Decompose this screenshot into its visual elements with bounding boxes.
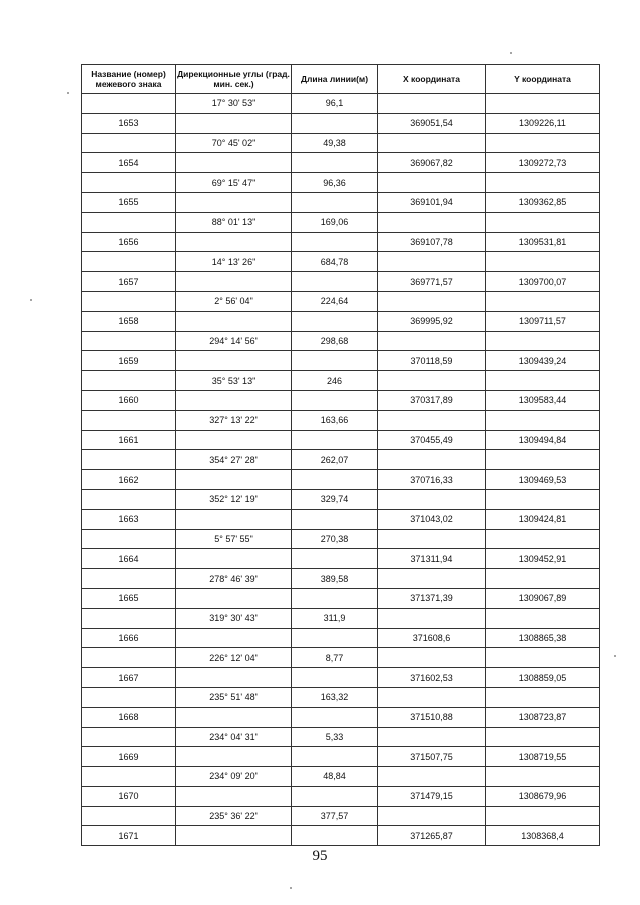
cell-directional-angle: 278° 46' 39" xyxy=(176,569,292,589)
cell-line-length: 377,57 xyxy=(292,806,378,826)
cell-directional-angle xyxy=(176,272,292,292)
cell-line-length: 96,36 xyxy=(292,173,378,193)
table-row xyxy=(82,549,600,569)
cell-directional-angle xyxy=(176,588,292,608)
cell-mark-name: 1661 xyxy=(82,430,176,450)
cell-mark-name: 1660 xyxy=(82,390,176,410)
cell-mark-name xyxy=(82,569,176,589)
cell-y-coordinate xyxy=(486,410,600,430)
cell-y-coordinate: 1309226,11 xyxy=(486,113,600,133)
cell-y-coordinate xyxy=(486,806,600,826)
cell-mark-name xyxy=(82,410,176,430)
cell-directional-angle xyxy=(176,826,292,846)
cell-line-length xyxy=(292,786,378,806)
cell-mark-name xyxy=(82,252,176,272)
cell-x-coordinate: 371371,39 xyxy=(378,588,486,608)
cell-directional-angle xyxy=(176,786,292,806)
table-row xyxy=(82,272,600,292)
cell-mark-name: 1666 xyxy=(82,628,176,648)
cell-line-length: 96,1 xyxy=(292,94,378,114)
cell-line-length: 246 xyxy=(292,371,378,391)
cell-x-coordinate xyxy=(378,252,486,272)
cell-mark-name xyxy=(82,371,176,391)
cell-directional-angle: 2° 56' 04" xyxy=(176,291,292,311)
cell-line-length xyxy=(292,470,378,490)
cell-x-coordinate xyxy=(378,489,486,509)
cell-x-coordinate: 369771,57 xyxy=(378,272,486,292)
cell-directional-angle: 17° 30' 53" xyxy=(176,94,292,114)
table-row xyxy=(82,529,600,549)
cell-x-coordinate: 371311,94 xyxy=(378,549,486,569)
cell-y-coordinate: 1308719,55 xyxy=(486,747,600,767)
cell-y-coordinate: 1309452,91 xyxy=(486,549,600,569)
cell-y-coordinate: 1309067,89 xyxy=(486,588,600,608)
table-row xyxy=(82,786,600,806)
cell-mark-name xyxy=(82,489,176,509)
table-row xyxy=(82,588,600,608)
cell-directional-angle: 69° 15' 47" xyxy=(176,173,292,193)
cell-mark-name: 1659 xyxy=(82,351,176,371)
cell-directional-angle xyxy=(176,747,292,767)
cell-line-length: 169,06 xyxy=(292,212,378,232)
cell-line-length: 311,9 xyxy=(292,608,378,628)
cell-directional-angle: 235° 36' 22" xyxy=(176,806,292,826)
cell-x-coordinate xyxy=(378,371,486,391)
cell-line-length: 262,07 xyxy=(292,450,378,470)
cell-directional-angle xyxy=(176,311,292,331)
cell-directional-angle: 5° 57' 55" xyxy=(176,529,292,549)
cell-line-length xyxy=(292,153,378,173)
cell-x-coordinate xyxy=(378,569,486,589)
cell-directional-angle: 70° 45' 02" xyxy=(176,133,292,153)
cell-mark-name: 1671 xyxy=(82,826,176,846)
page-number: 95 xyxy=(312,848,328,864)
cell-directional-angle: 327° 13' 22" xyxy=(176,410,292,430)
cell-mark-name xyxy=(82,291,176,311)
cell-mark-name: 1670 xyxy=(82,786,176,806)
cell-line-length xyxy=(292,707,378,727)
cell-directional-angle xyxy=(176,390,292,410)
cell-directional-angle xyxy=(176,153,292,173)
cell-directional-angle xyxy=(176,470,292,490)
cell-x-coordinate: 370455,49 xyxy=(378,430,486,450)
cell-mark-name xyxy=(82,450,176,470)
table-row xyxy=(82,212,600,232)
cell-directional-angle xyxy=(176,509,292,529)
cell-y-coordinate: 1308865,38 xyxy=(486,628,600,648)
cell-line-length: 163,66 xyxy=(292,410,378,430)
table-row xyxy=(82,648,600,668)
cell-mark-name: 1667 xyxy=(82,668,176,688)
cell-directional-angle xyxy=(176,192,292,212)
table-row xyxy=(82,747,600,767)
cell-x-coordinate: 371507,75 xyxy=(378,747,486,767)
cell-x-coordinate: 371510,88 xyxy=(378,707,486,727)
cell-directional-angle xyxy=(176,232,292,252)
cell-directional-angle: 14° 13' 26" xyxy=(176,252,292,272)
cell-mark-name xyxy=(82,608,176,628)
cell-line-length xyxy=(292,509,378,529)
table-body xyxy=(82,94,600,846)
cell-line-length xyxy=(292,351,378,371)
cell-y-coordinate xyxy=(486,212,600,232)
cell-line-length xyxy=(292,430,378,450)
table-row xyxy=(82,153,600,173)
cell-y-coordinate xyxy=(486,94,600,114)
cell-line-length: 5,33 xyxy=(292,727,378,747)
cell-x-coordinate xyxy=(378,331,486,351)
cell-x-coordinate: 370317,89 xyxy=(378,390,486,410)
cell-x-coordinate xyxy=(378,806,486,826)
cell-mark-name: 1658 xyxy=(82,311,176,331)
cell-x-coordinate xyxy=(378,767,486,787)
cell-y-coordinate: 1308679,96 xyxy=(486,786,600,806)
column-header-y-coordinate: Y координата xyxy=(486,65,600,94)
cell-x-coordinate: 371608,6 xyxy=(378,628,486,648)
cell-directional-angle: 294° 14' 56" xyxy=(176,331,292,351)
cell-y-coordinate xyxy=(486,529,600,549)
cell-directional-angle xyxy=(176,707,292,727)
table-row xyxy=(82,113,600,133)
scan-speck xyxy=(290,887,292,889)
table-row xyxy=(82,727,600,747)
cell-mark-name xyxy=(82,806,176,826)
cell-directional-angle: 235° 51' 48" xyxy=(176,687,292,707)
cell-y-coordinate: 1309583,44 xyxy=(486,390,600,410)
cell-y-coordinate: 1309439,24 xyxy=(486,351,600,371)
cell-y-coordinate: 1309424,81 xyxy=(486,509,600,529)
cell-x-coordinate: 371043,02 xyxy=(378,509,486,529)
table-header xyxy=(82,65,600,94)
cell-mark-name xyxy=(82,687,176,707)
table-row xyxy=(82,133,600,153)
cell-y-coordinate xyxy=(486,331,600,351)
cell-line-length: 329,74 xyxy=(292,489,378,509)
cell-line-length: 163,32 xyxy=(292,687,378,707)
cell-line-length xyxy=(292,747,378,767)
cell-line-length: 49,38 xyxy=(292,133,378,153)
table-row xyxy=(82,192,600,212)
cell-line-length: 8,77 xyxy=(292,648,378,668)
cell-mark-name: 1665 xyxy=(82,588,176,608)
cell-mark-name: 1656 xyxy=(82,232,176,252)
cell-line-length: 48,84 xyxy=(292,767,378,787)
table-row xyxy=(82,628,600,648)
cell-mark-name xyxy=(82,94,176,114)
cell-y-coordinate: 1309494,84 xyxy=(486,430,600,450)
cell-line-length: 684,78 xyxy=(292,252,378,272)
cell-line-length xyxy=(292,668,378,688)
scan-speck xyxy=(67,92,69,94)
cell-x-coordinate: 370118,59 xyxy=(378,351,486,371)
cell-y-coordinate xyxy=(486,608,600,628)
cell-y-coordinate xyxy=(486,569,600,589)
cell-y-coordinate: 1309362,85 xyxy=(486,192,600,212)
cell-y-coordinate: 1308723,87 xyxy=(486,707,600,727)
table-row xyxy=(82,767,600,787)
table-row xyxy=(82,291,600,311)
cell-y-coordinate: 1309272,73 xyxy=(486,153,600,173)
cell-directional-angle: 234° 09' 20" xyxy=(176,767,292,787)
cell-line-length xyxy=(292,826,378,846)
cell-mark-name: 1668 xyxy=(82,707,176,727)
cell-directional-angle: 35° 53' 13" xyxy=(176,371,292,391)
cell-line-length: 389,58 xyxy=(292,569,378,589)
cell-directional-angle: 319° 30' 43" xyxy=(176,608,292,628)
cell-mark-name xyxy=(82,648,176,668)
table-row xyxy=(82,430,600,450)
cell-mark-name: 1655 xyxy=(82,192,176,212)
cell-y-coordinate: 1308368,4 xyxy=(486,826,600,846)
cell-x-coordinate: 369101,94 xyxy=(378,192,486,212)
table-row xyxy=(82,489,600,509)
cell-directional-angle xyxy=(176,430,292,450)
cell-x-coordinate xyxy=(378,608,486,628)
cell-line-length xyxy=(292,390,378,410)
cell-x-coordinate xyxy=(378,529,486,549)
cell-y-coordinate xyxy=(486,291,600,311)
cell-x-coordinate xyxy=(378,727,486,747)
cell-y-coordinate xyxy=(486,648,600,668)
table-row xyxy=(82,470,600,490)
cell-x-coordinate xyxy=(378,94,486,114)
cell-line-length xyxy=(292,272,378,292)
boundary-marks-table xyxy=(81,64,600,846)
cell-y-coordinate: 1309700,07 xyxy=(486,272,600,292)
cell-line-length: 224,64 xyxy=(292,291,378,311)
cell-mark-name xyxy=(82,173,176,193)
cell-x-coordinate: 371479,15 xyxy=(378,786,486,806)
table-row xyxy=(82,806,600,826)
scan-speck xyxy=(510,52,512,54)
table-row xyxy=(82,509,600,529)
cell-line-length xyxy=(292,113,378,133)
cell-mark-name: 1664 xyxy=(82,549,176,569)
cell-y-coordinate xyxy=(486,173,600,193)
table-row xyxy=(82,331,600,351)
cell-x-coordinate: 369107,78 xyxy=(378,232,486,252)
cell-mark-name: 1662 xyxy=(82,470,176,490)
table-row xyxy=(82,371,600,391)
cell-mark-name: 1663 xyxy=(82,509,176,529)
table-row xyxy=(82,687,600,707)
cell-x-coordinate: 369051,54 xyxy=(378,113,486,133)
scan-speck xyxy=(614,655,616,657)
scan-speck xyxy=(30,299,32,301)
cell-line-length xyxy=(292,549,378,569)
table-row xyxy=(82,826,600,846)
cell-directional-angle: 226° 12' 04" xyxy=(176,648,292,668)
cell-y-coordinate xyxy=(486,133,600,153)
table-row xyxy=(82,311,600,331)
table-row xyxy=(82,94,600,114)
table-row xyxy=(82,569,600,589)
cell-x-coordinate xyxy=(378,410,486,430)
table-row xyxy=(82,707,600,727)
cell-y-coordinate xyxy=(486,489,600,509)
cell-directional-angle xyxy=(176,628,292,648)
cell-x-coordinate: 370716,33 xyxy=(378,470,486,490)
table-row xyxy=(82,173,600,193)
cell-directional-angle: 352° 12' 19" xyxy=(176,489,292,509)
cell-x-coordinate xyxy=(378,687,486,707)
cell-mark-name xyxy=(82,767,176,787)
cell-line-length xyxy=(292,628,378,648)
cell-y-coordinate xyxy=(486,252,600,272)
table-row xyxy=(82,252,600,272)
cell-mark-name: 1654 xyxy=(82,153,176,173)
cell-directional-angle: 234° 04' 31" xyxy=(176,727,292,747)
cell-x-coordinate xyxy=(378,291,486,311)
cell-line-length: 298,68 xyxy=(292,331,378,351)
cell-x-coordinate xyxy=(378,173,486,193)
cell-mark-name: 1657 xyxy=(82,272,176,292)
table-row xyxy=(82,390,600,410)
cell-mark-name: 1669 xyxy=(82,747,176,767)
cell-line-length xyxy=(292,232,378,252)
cell-line-length xyxy=(292,192,378,212)
column-header-directional-angle: Дирекционные углы (град. мин. сек.) xyxy=(176,65,292,94)
table-row xyxy=(82,232,600,252)
cell-directional-angle xyxy=(176,113,292,133)
column-header-x-coordinate: X координата xyxy=(378,65,486,94)
cell-x-coordinate: 371602,53 xyxy=(378,668,486,688)
cell-directional-angle xyxy=(176,351,292,371)
cell-y-coordinate xyxy=(486,687,600,707)
cell-mark-name xyxy=(82,331,176,351)
cell-y-coordinate xyxy=(486,371,600,391)
cell-x-coordinate: 369067,82 xyxy=(378,153,486,173)
cell-mark-name xyxy=(82,727,176,747)
column-header-mark-name: Название (номер) межевого знака xyxy=(82,65,176,94)
cell-mark-name xyxy=(82,212,176,232)
cell-y-coordinate: 1309469,53 xyxy=(486,470,600,490)
cell-y-coordinate: 1309711,57 xyxy=(486,311,600,331)
column-header-line-length: Длина линии(м) xyxy=(292,65,378,94)
cell-directional-angle xyxy=(176,668,292,688)
table-row xyxy=(82,351,600,371)
cell-directional-angle: 88° 01' 13" xyxy=(176,212,292,232)
cell-x-coordinate xyxy=(378,450,486,470)
cell-x-coordinate xyxy=(378,648,486,668)
cell-y-coordinate xyxy=(486,767,600,787)
cell-mark-name xyxy=(82,529,176,549)
table-row xyxy=(82,410,600,430)
table-row xyxy=(82,608,600,628)
table-row xyxy=(82,668,600,688)
cell-x-coordinate xyxy=(378,133,486,153)
table-row xyxy=(82,450,600,470)
header-row xyxy=(82,65,600,94)
cell-line-length xyxy=(292,311,378,331)
cell-line-length: 270,38 xyxy=(292,529,378,549)
cell-mark-name: 1653 xyxy=(82,113,176,133)
cell-directional-angle xyxy=(176,549,292,569)
cell-y-coordinate: 1309531,81 xyxy=(486,232,600,252)
cell-x-coordinate: 369995,92 xyxy=(378,311,486,331)
cell-x-coordinate xyxy=(378,212,486,232)
cell-x-coordinate: 371265,87 xyxy=(378,826,486,846)
cell-y-coordinate xyxy=(486,450,600,470)
cell-y-coordinate: 1308859,05 xyxy=(486,668,600,688)
cell-line-length xyxy=(292,588,378,608)
cell-mark-name xyxy=(82,133,176,153)
cell-directional-angle: 354° 27' 28" xyxy=(176,450,292,470)
cell-y-coordinate xyxy=(486,727,600,747)
